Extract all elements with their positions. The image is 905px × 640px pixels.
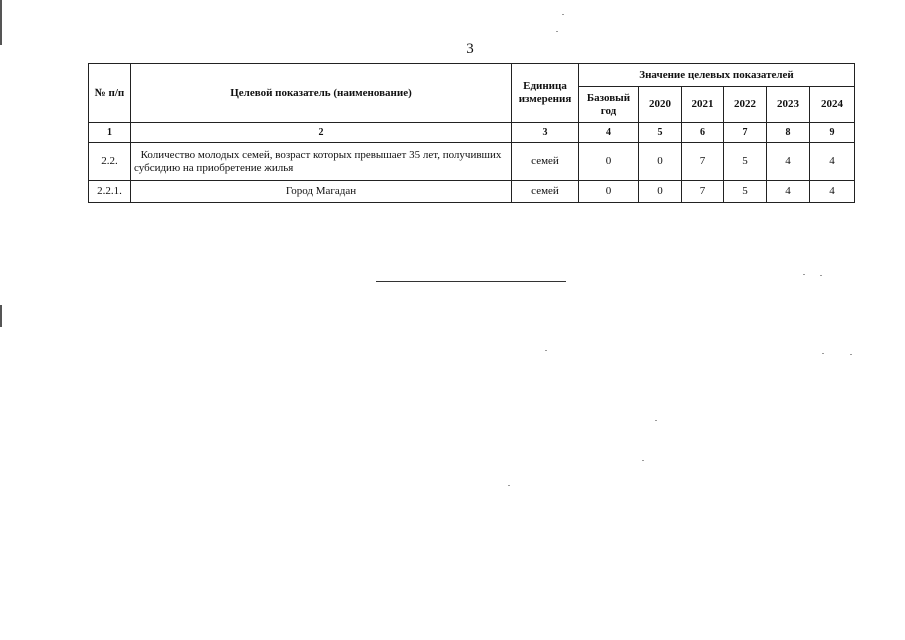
row-year-value: 0 bbox=[639, 181, 682, 203]
header-num: № п/п bbox=[89, 64, 131, 123]
scan-speck bbox=[655, 420, 657, 421]
row-num: 2.2.1. bbox=[89, 181, 131, 203]
scan-speck bbox=[545, 350, 547, 351]
scan-speck bbox=[562, 14, 564, 15]
row-unit: семей bbox=[512, 181, 579, 203]
scan-speck bbox=[508, 485, 510, 486]
header-year: 2022 bbox=[724, 87, 767, 123]
column-number: 6 bbox=[682, 123, 724, 143]
row-num: 2.2. bbox=[89, 143, 131, 181]
closing-rule bbox=[376, 281, 566, 282]
column-number: 5 bbox=[639, 123, 682, 143]
row-base-value: 0 bbox=[579, 181, 639, 203]
row-name: Количество молодых семей, возраст которых превышает 35 лет, получивших субсидию на приобретение жилья bbox=[131, 143, 512, 181]
row-year-value: 4 bbox=[767, 181, 810, 203]
header-year: 2023 bbox=[767, 87, 810, 123]
page-number: 3 bbox=[466, 41, 474, 57]
target-indicators-table bbox=[88, 63, 855, 203]
table-row bbox=[89, 143, 855, 181]
scan-speck bbox=[820, 275, 822, 276]
scan-edge-mark bbox=[0, 0, 2, 45]
scan-speck bbox=[642, 460, 644, 461]
table-header-row bbox=[89, 64, 855, 87]
row-year-value: 5 bbox=[724, 181, 767, 203]
row-year-value: 7 bbox=[682, 181, 724, 203]
header-year: 2020 bbox=[639, 87, 682, 123]
column-number: 1 bbox=[89, 123, 131, 143]
row-name: Город Магадан bbox=[131, 181, 512, 203]
row-year-value: 4 bbox=[810, 181, 855, 203]
scan-speck bbox=[803, 274, 805, 275]
scan-speck bbox=[850, 354, 852, 355]
row-year-value: 4 bbox=[767, 143, 810, 181]
header-base-year: Базовый год bbox=[579, 87, 639, 123]
column-number: 3 bbox=[512, 123, 579, 143]
header-unit: Единица измерения bbox=[512, 64, 579, 123]
table-row bbox=[89, 181, 855, 203]
row-year-value: 0 bbox=[639, 143, 682, 181]
column-number: 2 bbox=[131, 123, 512, 143]
header-name: Целевой показатель (наименование) bbox=[131, 64, 512, 123]
column-number: 9 bbox=[810, 123, 855, 143]
row-year-value: 7 bbox=[682, 143, 724, 181]
column-number: 4 bbox=[579, 123, 639, 143]
row-base-value: 0 bbox=[579, 143, 639, 181]
column-number: 7 bbox=[724, 123, 767, 143]
row-year-value: 5 bbox=[724, 143, 767, 181]
column-number-row bbox=[89, 123, 855, 143]
header-values-group: Значение целевых показателей bbox=[579, 64, 855, 87]
scan-speck bbox=[822, 353, 824, 354]
column-number: 8 bbox=[767, 123, 810, 143]
row-year-value: 4 bbox=[810, 143, 855, 181]
row-unit: семей bbox=[512, 143, 579, 181]
header-year: 2021 bbox=[682, 87, 724, 123]
header-year: 2024 bbox=[810, 87, 855, 123]
scan-speck bbox=[556, 31, 558, 32]
scan-edge-mark bbox=[0, 305, 2, 327]
